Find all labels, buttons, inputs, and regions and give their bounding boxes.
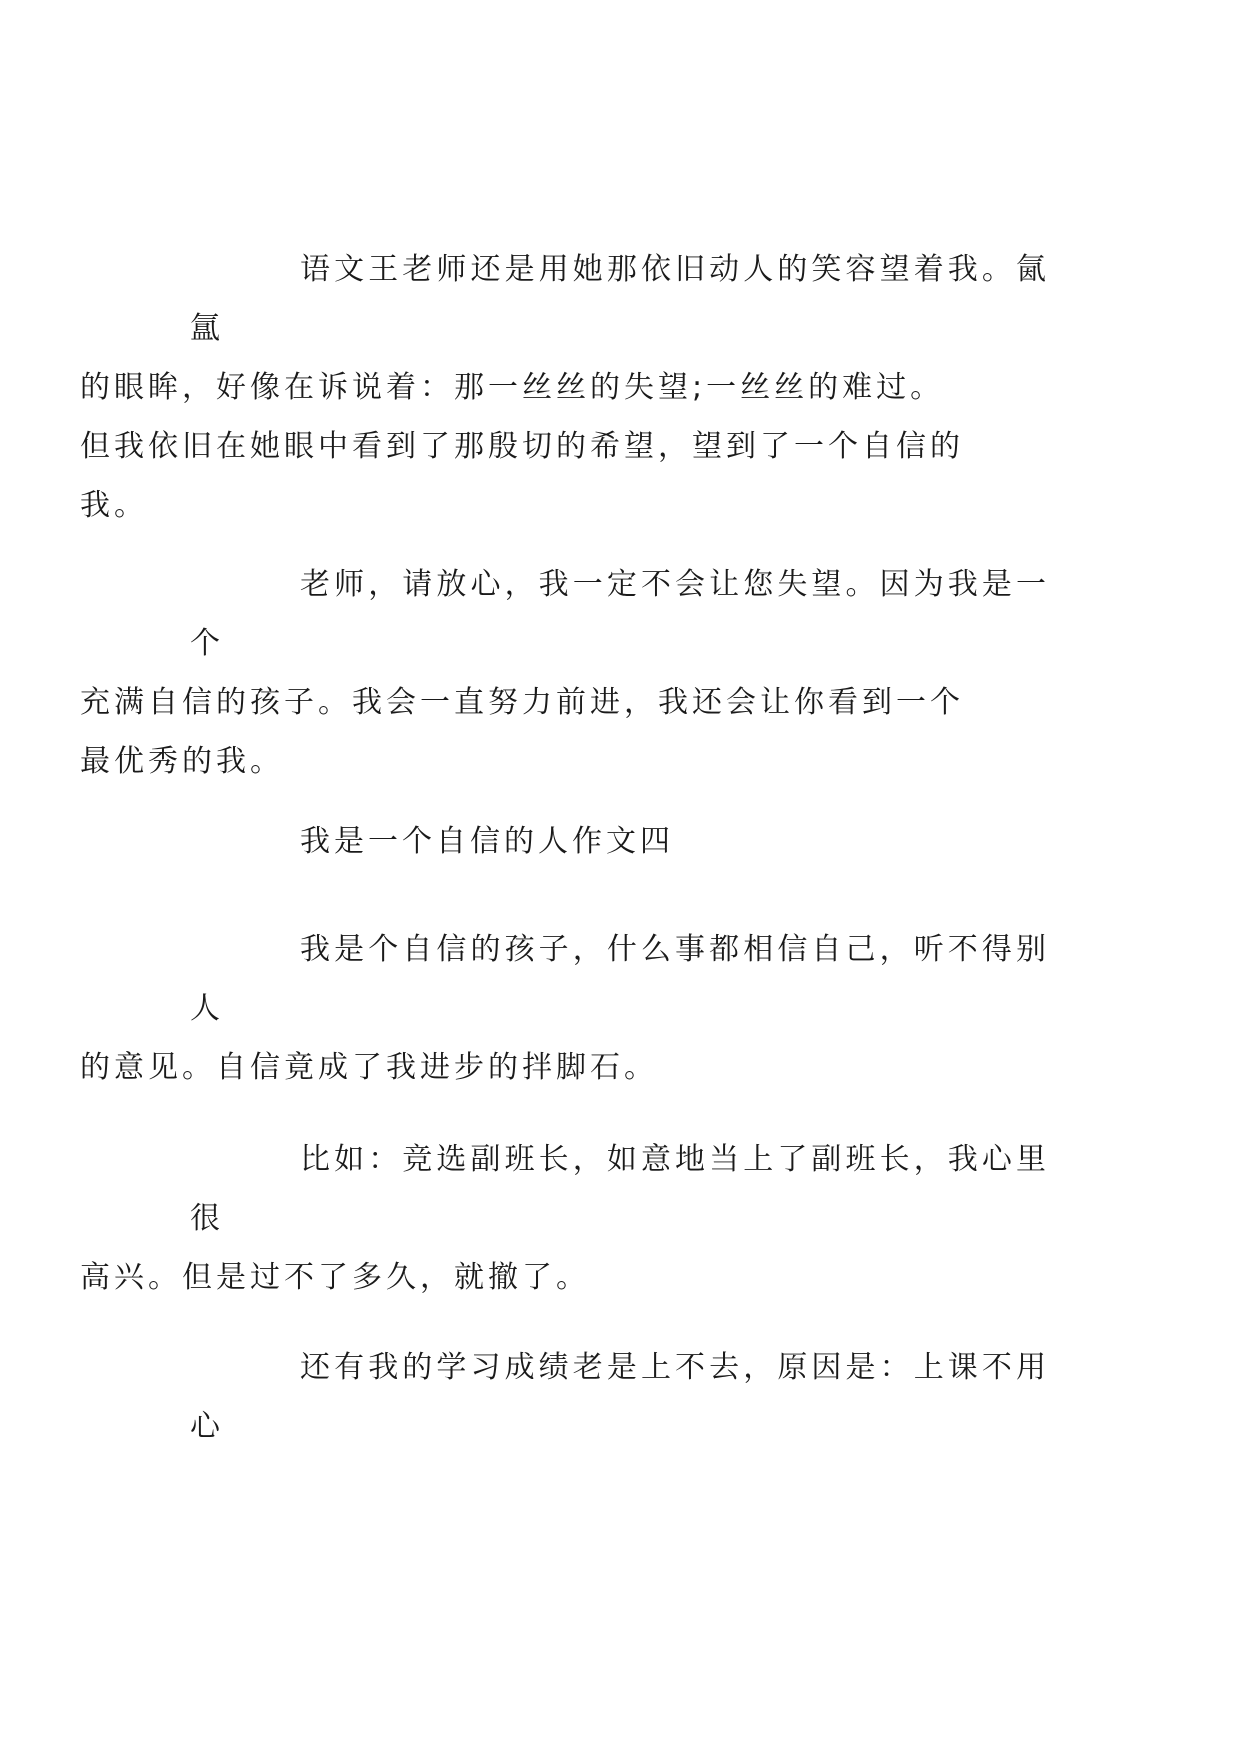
paragraph-line: 充满自信的孩子。我会一直努力前进，我还会让你看到一个 — [80, 685, 964, 720]
paragraph-line: 还有我的学习成绩老是上不去，原因是：上课不用心 — [190, 1350, 1050, 1444]
paragraph-2 — [80, 555, 1050, 791]
paragraph-line: 但我依旧在她眼中看到了那殷切的希望，望到了一个自信的 — [80, 429, 964, 464]
paragraph-line: 的意见。自信竟成了我进步的拌脚石。 — [80, 1050, 658, 1085]
paragraph-3 — [80, 920, 1050, 1097]
paragraph-line: 比如：竞选副班长，如意地当上了副班长，我心里很 — [190, 1142, 1050, 1236]
paragraph-line: 老师，请放心，我一定不会让您失望。因为我是一个 — [190, 567, 1050, 661]
paragraph-line: 我。 — [80, 488, 148, 523]
paragraph-line: 的眼眸，好像在诉说着：那一丝丝的失望;一丝丝的难过。 — [80, 370, 945, 405]
paragraph-line: 高兴。但是过不了多久，就撤了。 — [80, 1260, 590, 1295]
paragraph-line: 最优秀的我。 — [80, 744, 284, 779]
paragraph-1 — [80, 240, 1050, 535]
paragraph-line: 语文王老师还是用她那依旧动人的笑容望着我。氤氲 — [190, 252, 1050, 346]
paragraph-4 — [80, 1130, 1050, 1307]
paragraph-5 — [190, 1338, 1050, 1456]
paragraph-line: 我是个自信的孩子，什么事都相信自己，听不得别人 — [190, 932, 1050, 1026]
section-title: 我是一个自信的人作文四 — [300, 824, 674, 859]
